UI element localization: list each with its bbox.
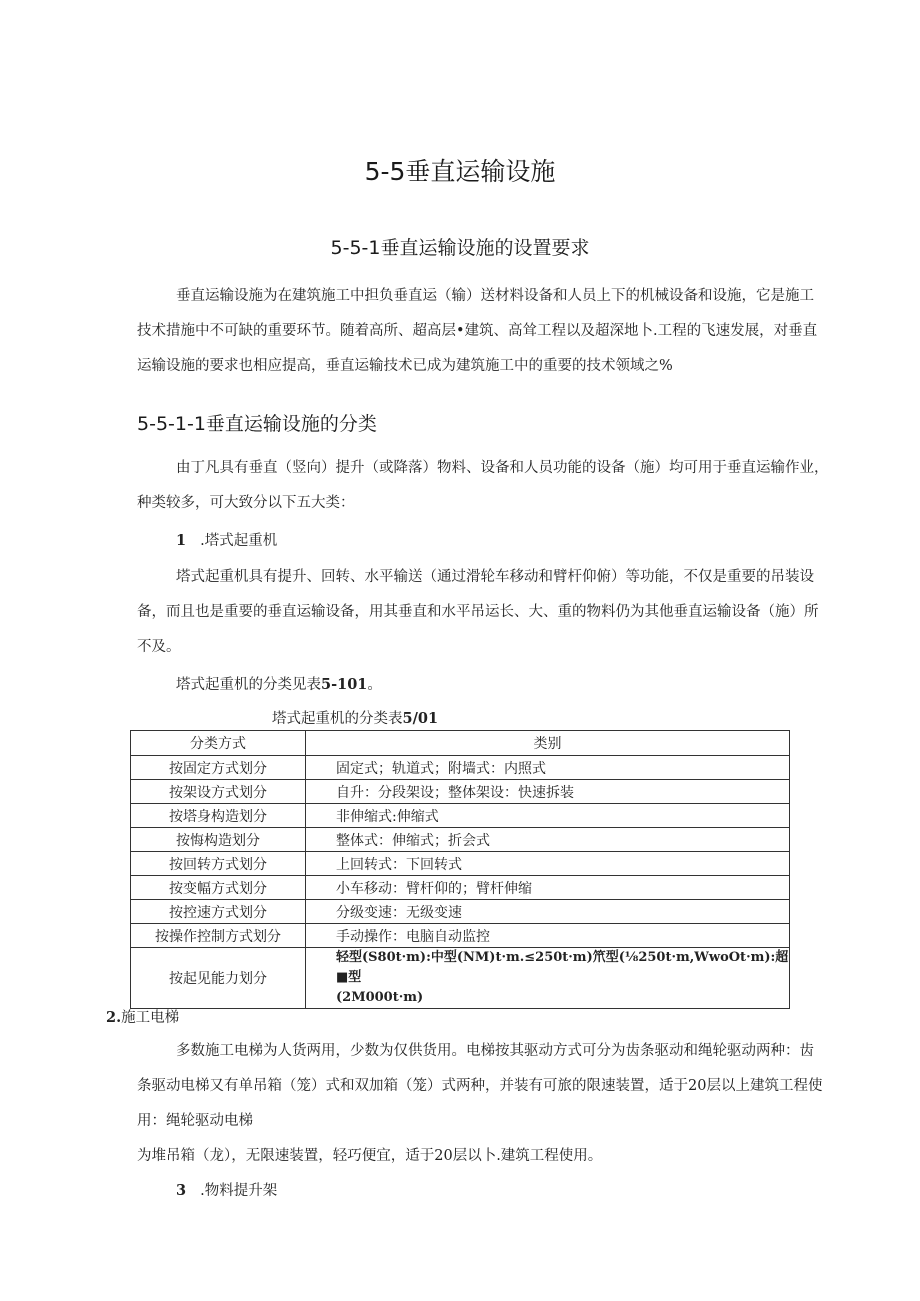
- header-category: 类别: [306, 731, 790, 756]
- item-2-heading: [106, 1008, 179, 1028]
- crane-classification-table: [130, 730, 790, 1009]
- classification-line-1: 由丁凡具有垂直（竖向）提升（或降落）物料、设备和人员功能的设备（施）均可用于垂直运输作业，: [176, 460, 829, 476]
- crane-line-2: 备，而且也是重要的垂直运输设备，用其垂直和水平吊运长、大、重的物料仍为其他垂直运输设备（施）所: [137, 604, 819, 620]
- elevator-line-4: 为堆吊箱（龙），无限速装置，轻巧便宜，适于20层以卜.建筑工程使用。: [137, 1148, 603, 1164]
- table-row: 按塔身构造划分 非伸缩式:伸缩式: [131, 804, 790, 828]
- table-row: 按操作控制方式划分 手动操作：电脑自动监控: [131, 924, 790, 948]
- table-header-row: [131, 731, 790, 756]
- classification-line-2: 种类较多，可大致分以下五大类：: [137, 495, 355, 511]
- table-row: 按控速方式划分 分级变速：无级变速: [131, 900, 790, 924]
- page-title: 5-5垂直运输设施: [364, 157, 556, 186]
- table-row: 按架设方式划分 自升：分段架设；整体架设：快速拆装: [131, 780, 790, 804]
- item-1-heading: [176, 531, 277, 551]
- item-1-number: 1: [176, 532, 187, 549]
- intro-line-2: 技术措施中不可缺的重要环节。随着高所、超高层•建筑、高耸工程以及超深地卜.工程的飞速发展，对垂直: [137, 323, 818, 339]
- table-reference: 塔式起重机的分类见表5-101。: [176, 676, 382, 693]
- elevator-line-3: 用：绳轮驱动电梯: [137, 1113, 253, 1129]
- elevator-line-1: 多数施工电梯为人货两用，少数为仅供货用。电梯按其驱动方式可分为齿条驱动和绳轮驱动两种：齿: [176, 1043, 814, 1059]
- table-row-lifting-capacity: 按起见能力划分 轻型(S80t·m):中型(NM)t·m.≤250t·m)笊型(⅛250t·m,WwoOt·m):超■型 (2M000t·m): [131, 948, 790, 1009]
- item-1-title: .塔式起重机: [200, 533, 278, 549]
- table-row: 按悔构造划分 整体式：伸缩式；折会式: [131, 828, 790, 852]
- table-row: 按回转方式划分 上回转式：下回转式: [131, 852, 790, 876]
- elevator-line-2: 条驱动电梯又有单吊箱（笼）式和双加箱（笼）式两种，并装有可旅的限速装置，适于20层以上建筑工程使: [137, 1078, 823, 1094]
- table-row: 按固定方式划分 固定式；轨道式；附墙式：内照式: [131, 756, 790, 780]
- capacity-line-2: (2M000t·m): [336, 990, 424, 1005]
- crane-line-3: 不及。: [137, 639, 181, 655]
- header-method: 分类方式: [131, 731, 306, 756]
- subsection-heading: 5-5-1-1垂直运输设施的分类: [137, 413, 377, 435]
- capacity-line-1: 轻型(S80t·m):中型(NM)t·m.≤250t·m)笊型(⅛250t·m,WwoOt·m):超■型: [336, 950, 789, 985]
- intro-line-3: 运输设施的要求也相应提高，垂直运输技术已成为建筑施工中的重要的技术领域之%: [137, 358, 673, 374]
- item-2-title: 施工电梯: [121, 1010, 180, 1026]
- section-heading: 5-5-1垂直运输设施的设置要求: [330, 237, 590, 259]
- item-3-title: .物料提升架: [200, 1183, 278, 1199]
- crane-line-1: 塔式起重机具有提升、回转、水平输送（通过滑轮车移动和臂杆仰俯）等功能，不仅是重要的吊装设: [176, 569, 814, 585]
- item-2-number: 2.: [106, 1009, 122, 1026]
- item-3-heading: [176, 1181, 277, 1201]
- table-caption: 塔式起重机的分类表5/01: [272, 710, 439, 727]
- item-3-number: 3: [176, 1182, 187, 1199]
- intro-line-1: 垂直运输设施为在建筑施工中担负垂直运（输）送材料设备和人员上下的机械设备和设施，它是施工: [176, 288, 814, 304]
- table-row: 按变幅方式划分 小车移动：臂杆仰的；臂杆伸缩: [131, 876, 790, 900]
